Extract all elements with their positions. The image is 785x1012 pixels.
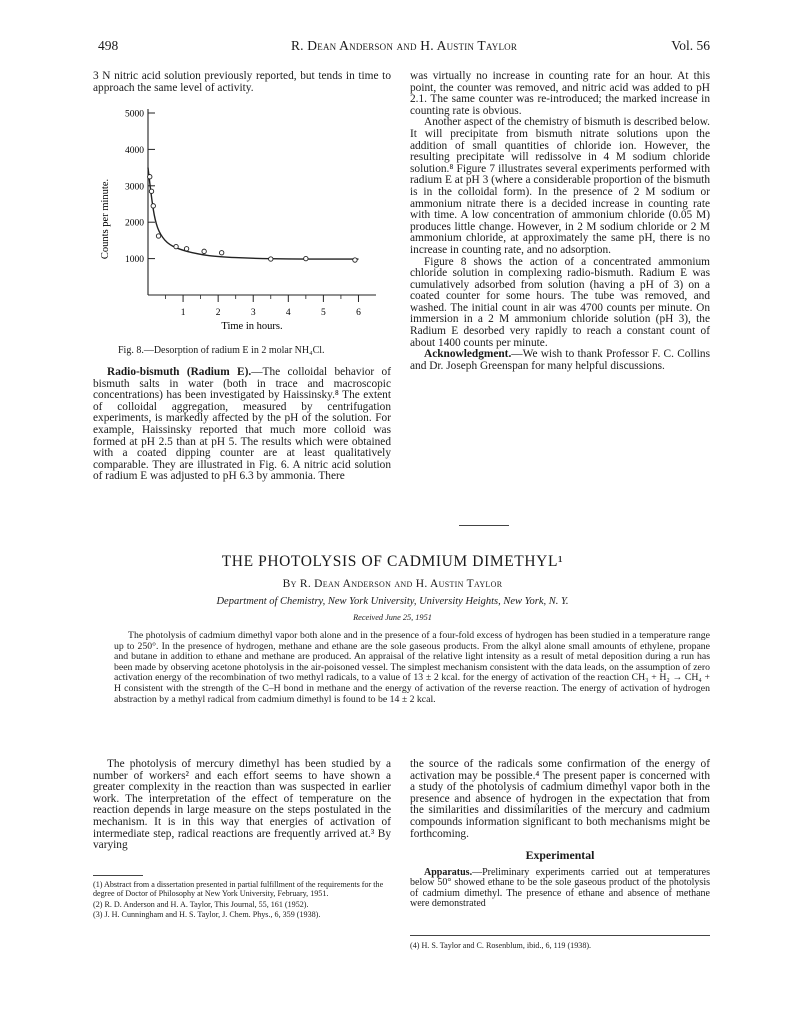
x-tick-label: 4 [285,308,291,318]
fit-curve [148,168,359,260]
data-point [174,244,178,248]
volume-label: Vol. 56 [671,38,710,53]
section-heading: Experimental [525,848,595,863]
footnote-divider [410,935,710,936]
paragraph: was virtually no increase in counting rate for an hour. At this point, the counter was removed, and nitric acid was added to pH 2.1. The same counter was re-introduced; the marked increase in counting rate is obvious. [410,70,710,117]
paragraph-text: —The colloidal behavior of bismuth salts in water (both in trace and macroscopic concentrations) has been investigated by Haissinsky.⁸ The extent of colloidal aggregation, measured by centrifugation experiments, is markedly affected by the pH of the solution. For example, Haissinsky reported that much more colloid was formed at pH 2.5 than at pH 5. The results which were obtained with a coated dipping counter are at least qualitatively comparable. They are illustrated in Fig. 6. A nitric acid solution of radium E was adjusted to pH 6.3 by ammonia. There [93,366,391,483]
left-column-body [93,367,391,483]
body-right-column [410,759,710,909]
footnote: (4) H. S. Taylor and C. Rosenblum, ibid., 6, 119 (1938). [410,941,592,950]
y-tick-label: 3000 [125,182,144,193]
paragraph-text: —We wish to thank Professor F. C. Collins and Dr. Joseph Greenspan for many helpful discussions. [410,348,710,372]
right-column-top [410,71,710,372]
x-axis-ticks [166,295,362,318]
data-point [151,204,155,208]
data-point [202,249,206,253]
running-title: R. Dean Anderson and H. Austin Taylor [290,38,518,53]
footnote: (3) J. H. Cunningham and H. S. Taylor, J. Chem. Phys., 6, 359 (1938). [93,909,321,919]
footnote: (2) R. D. Anderson and H. A. Taylor, This Journal, 55, 161 (1952). [93,899,309,909]
paragraph: The photolysis of mercury dimethyl has been studied by a number of workers² and each effort seems to have shown a greater complexity in the reaction than was suspected in earlier work. The interpretation of the effect of temperature on the reaction depends in large measure on the steps postulated in the mechanism. It is in this way that energies of activation of intermediate step, radical reactions are frequently arrived at.³ By varying [93,758,391,852]
article-affiliation: Department of Chemistry, New York University, University Heights, New York, N. Y. [216,596,569,607]
y-tick-label: 5000 [125,109,144,120]
left-column-top [93,71,391,94]
data-point [156,234,160,238]
page-number: 498 [98,38,119,53]
running-header [98,38,710,56]
y-tick-label: 2000 [125,218,144,229]
paragraph [93,367,391,483]
data-point [304,256,308,260]
article-authors: By R. Dean Anderson and H. Austin Taylor [282,578,503,590]
paragraph: Figure 8 shows the action of a concentrated ammonium chloride solution in complexing radio-bismuth. Radium E was cumulatively adsorbed from solution (having a pH of 3) on a coated counter for some hours. The tube was removed, and washed. The initial count in air was 4700 counts per minute. On immersion in a 2 M ammonium chloride solution (pH 3), the Radium E desorbed very rapidly to reach a constant count of about 1400 counts per minute. [410,255,710,349]
paragraph: the source of the radicals some confirmation of the energy of activation may be possible.⁴ The present paper is concerned with a study of the photolysis of cadmium dimethyl vapor both in the presence and absence of hydrogen in the expectation that from the similarities and dissimilarities of the mercury and cadmium compounds information significant to both mechanisms might be forthcoming. [410,758,710,840]
article-title: THE PHOTOLYSIS OF CADMIUM DIMETHYL¹ [221,553,564,570]
paragraph-text: —Preliminary experiments carried out at temperatures below 50° showed ethane to be the sole gaseous product of the photolysis of cadmium dimethyl. The presence of ethane and absence of methane were demonstrated [410,866,710,909]
received-date: Received June 25, 1951 [353,613,432,622]
y-tick-label: 1000 [125,255,144,266]
data-point [184,247,188,251]
run-in-heading: Apparatus. [424,866,473,878]
figure-caption: Fig. 8.—Desorption of radium E in 2 molar NH₄Cl. [118,345,325,356]
data-point [219,251,223,255]
body-left-column [93,759,391,852]
x-tick-label: 1 [180,308,186,318]
x-tick-label: 6 [356,308,361,318]
run-in-heading: Radio-bismuth (Radium E). [107,366,252,378]
x-tick-label: 5 [321,308,326,318]
footnote: (1) Abstract from a dissertation presented in partial fulfillment of the requirements for the degree of Doctor of Philosophy at New York University, February, 1951. [93,880,384,899]
data-point [353,258,357,262]
divider [459,525,509,526]
data-point [148,175,152,179]
data-point [149,189,153,193]
paragraph: 3 N nitric acid solution previously reported, but tends in time to approach the same level of activity. [93,70,391,94]
x-tick-label: 2 [215,308,221,318]
x-tick-label: 3 [250,308,256,318]
figure-8 [90,99,394,345]
run-in-heading: Acknowledgment. [424,348,512,361]
footnotes-right [410,941,710,951]
paragraph [410,868,710,910]
x-axis-label: Time in hours. [221,321,283,332]
chart-axes [148,109,376,295]
desorption-chart [90,99,394,345]
footnotes-left [93,880,391,920]
data-point [269,257,273,261]
paragraph [410,349,710,372]
paragraph: Another aspect of the chemistry of bismuth is described below. It will precipitate from bismuth nitrate solutions upon the addition of small quantities of chloride ion. However, the resulting precipitate will redissolve in 4 M sodium chloride solution.⁸ Figure 7 illustrates several experiments performed with radium E at pH 3 (where a considerable proportion of the bismuth is in the colloidal form). In the presence of 2 M sodium or ammonium nitrate there is a decided increase in counting rate with time. A low concentration of ammonium chloride (0.05 M) produces little change. However, in 2 M sodium chloride or 2 M ammonium chloride, at approximately the same pH, there is no increase in counting rate, and no adsorption. [410,116,710,256]
y-axis-label: Counts per minute. [100,178,111,260]
y-tick-label: 4000 [125,145,144,156]
footnote-divider [93,875,143,876]
abstract [114,631,710,705]
abstract-text: The photolysis of cadmium dimethyl vapor both alone and in the presence of a four-fold excess of hydrogen has been studied in a temperature range up to 250°. In the presence of hydrogen, methane and ethane are the sole gaseous products. From the alkyl alone small amounts of ethylene, propane and butane in addition to ethane and methane are produced. An appraisal of the relative light intensity as a result of metal deposition during a run has been made by observing acetone photolysis in the air-poisoned vessel. The simplest mechanism consistent with the data leads, on the assumption of zero activation energy of the recombination of two methyl radicals, to a value of 13 ± 2 kcal. for the energy of activation of the reaction CH₃ + H₂ → CH₄ + H consistent with the strength of the C–H bond in methane and the energy of activation of the reverse reaction. The energy of activation of hydrogen abstraction by a methyl radical from cadmium dimethyl is found to be 14 ± 2 kcal. [114,630,710,705]
